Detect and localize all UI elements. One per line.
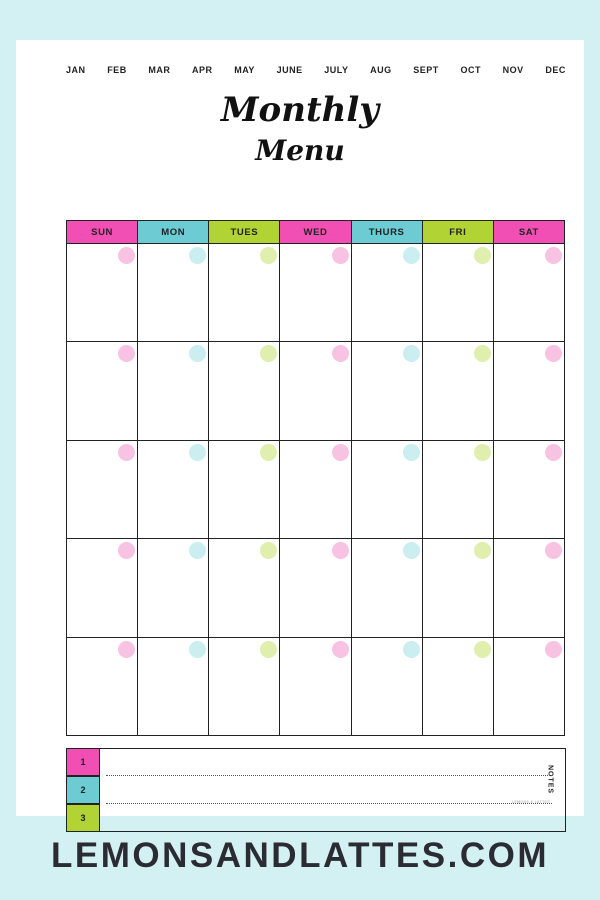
day-cell[interactable] <box>352 244 423 341</box>
day-cell[interactable] <box>67 441 138 538</box>
month-apr[interactable]: APR <box>192 65 213 75</box>
title-line-2: Menu <box>255 134 345 167</box>
calendar-grid <box>66 220 565 736</box>
date-dot <box>118 641 135 658</box>
date-dot <box>545 247 562 264</box>
weekday-mon: MON <box>138 221 209 243</box>
note-number: 1 <box>66 748 100 776</box>
date-dot <box>332 542 349 559</box>
month-june[interactable]: JUNE <box>276 65 303 75</box>
week-row <box>67 342 564 440</box>
date-dot <box>189 345 206 362</box>
day-cell[interactable] <box>352 441 423 538</box>
day-cell[interactable] <box>209 638 280 736</box>
date-dot <box>545 345 562 362</box>
date-dot <box>474 444 491 461</box>
note-number: 2 <box>66 776 100 804</box>
date-dot <box>332 247 349 264</box>
note-row[interactable] <box>66 748 566 776</box>
week-row <box>67 539 564 637</box>
date-dot <box>118 345 135 362</box>
date-dot <box>260 641 277 658</box>
month-sept[interactable]: SEPT <box>413 65 439 75</box>
date-dot <box>403 247 420 264</box>
date-dot <box>474 247 491 264</box>
notes-label: NOTES <box>546 764 554 795</box>
day-cell[interactable] <box>280 244 351 341</box>
day-cell[interactable] <box>209 342 280 439</box>
title-line-1: Monthly <box>220 90 380 130</box>
date-dot <box>118 247 135 264</box>
day-cell[interactable] <box>138 441 209 538</box>
date-dot <box>332 345 349 362</box>
day-cell[interactable] <box>352 638 423 736</box>
day-cell[interactable] <box>423 441 494 538</box>
month-mar[interactable]: MAR <box>148 65 171 75</box>
day-cell[interactable] <box>352 342 423 439</box>
day-cell[interactable] <box>280 342 351 439</box>
day-cell[interactable] <box>423 342 494 439</box>
date-dot <box>189 542 206 559</box>
date-dot <box>260 345 277 362</box>
month-jan[interactable]: JAN <box>66 65 86 75</box>
day-cell[interactable] <box>423 638 494 736</box>
day-cell[interactable] <box>67 638 138 736</box>
note-row[interactable] <box>66 776 566 804</box>
date-dot <box>189 247 206 264</box>
day-cell[interactable] <box>138 638 209 736</box>
day-cell[interactable] <box>423 539 494 636</box>
day-cell[interactable] <box>280 638 351 736</box>
weekday-sun: SUN <box>67 221 138 243</box>
notes-section <box>66 748 566 832</box>
month-oct[interactable]: OCT <box>460 65 481 75</box>
day-cell[interactable] <box>280 539 351 636</box>
planner-sheet <box>16 40 584 823</box>
date-dot <box>332 641 349 658</box>
date-dot <box>403 345 420 362</box>
weekday-wed: WED <box>280 221 351 243</box>
date-dot <box>332 444 349 461</box>
calendar-body <box>67 243 564 736</box>
day-cell[interactable] <box>494 638 564 736</box>
date-dot <box>474 542 491 559</box>
month-nov[interactable]: NOV <box>502 65 524 75</box>
date-dot <box>403 641 420 658</box>
date-dot <box>189 444 206 461</box>
day-cell[interactable] <box>138 539 209 636</box>
day-cell[interactable] <box>209 539 280 636</box>
day-cell[interactable] <box>494 342 564 439</box>
date-dot <box>545 444 562 461</box>
week-row <box>67 244 564 342</box>
date-dot <box>118 542 135 559</box>
footer-url: LEMONSANDLATTES.COM <box>51 836 549 875</box>
month-may[interactable]: MAY <box>234 65 255 75</box>
date-dot <box>474 641 491 658</box>
month-feb[interactable]: FEB <box>107 65 127 75</box>
date-dot <box>260 247 277 264</box>
note-row[interactable] <box>66 804 566 832</box>
date-dot <box>118 444 135 461</box>
day-cell[interactable] <box>423 244 494 341</box>
day-cell[interactable] <box>67 342 138 439</box>
date-dot <box>545 542 562 559</box>
date-dot <box>403 444 420 461</box>
date-dot <box>260 444 277 461</box>
month-selector <box>66 65 566 75</box>
week-row <box>67 441 564 539</box>
weekday-thurs: THURS <box>352 221 423 243</box>
weekday-tues: TUES <box>209 221 280 243</box>
date-dot <box>260 542 277 559</box>
month-aug[interactable]: AUG <box>370 65 392 75</box>
day-cell[interactable] <box>67 244 138 341</box>
note-number: 3 <box>66 804 100 832</box>
day-cell[interactable] <box>138 244 209 341</box>
day-cell[interactable] <box>280 441 351 538</box>
credit-text: LEMONS & LATTES <box>511 800 550 804</box>
date-dot <box>545 641 562 658</box>
weekday-sat: SAT <box>494 221 564 243</box>
day-cell[interactable] <box>138 342 209 439</box>
day-cell[interactable] <box>209 441 280 538</box>
day-cell[interactable] <box>494 539 564 636</box>
week-row <box>67 638 564 736</box>
month-dec[interactable]: DEC <box>545 65 566 75</box>
day-cell[interactable] <box>67 539 138 636</box>
date-dot <box>403 542 420 559</box>
weekday-header <box>67 221 564 243</box>
date-dot <box>189 641 206 658</box>
date-dot <box>474 345 491 362</box>
month-july[interactable]: JULY <box>324 65 349 75</box>
day-cell[interactable] <box>352 539 423 636</box>
day-cell[interactable] <box>494 441 564 538</box>
weekday-fri: FRI <box>423 221 494 243</box>
day-cell[interactable] <box>209 244 280 341</box>
day-cell[interactable] <box>494 244 564 341</box>
